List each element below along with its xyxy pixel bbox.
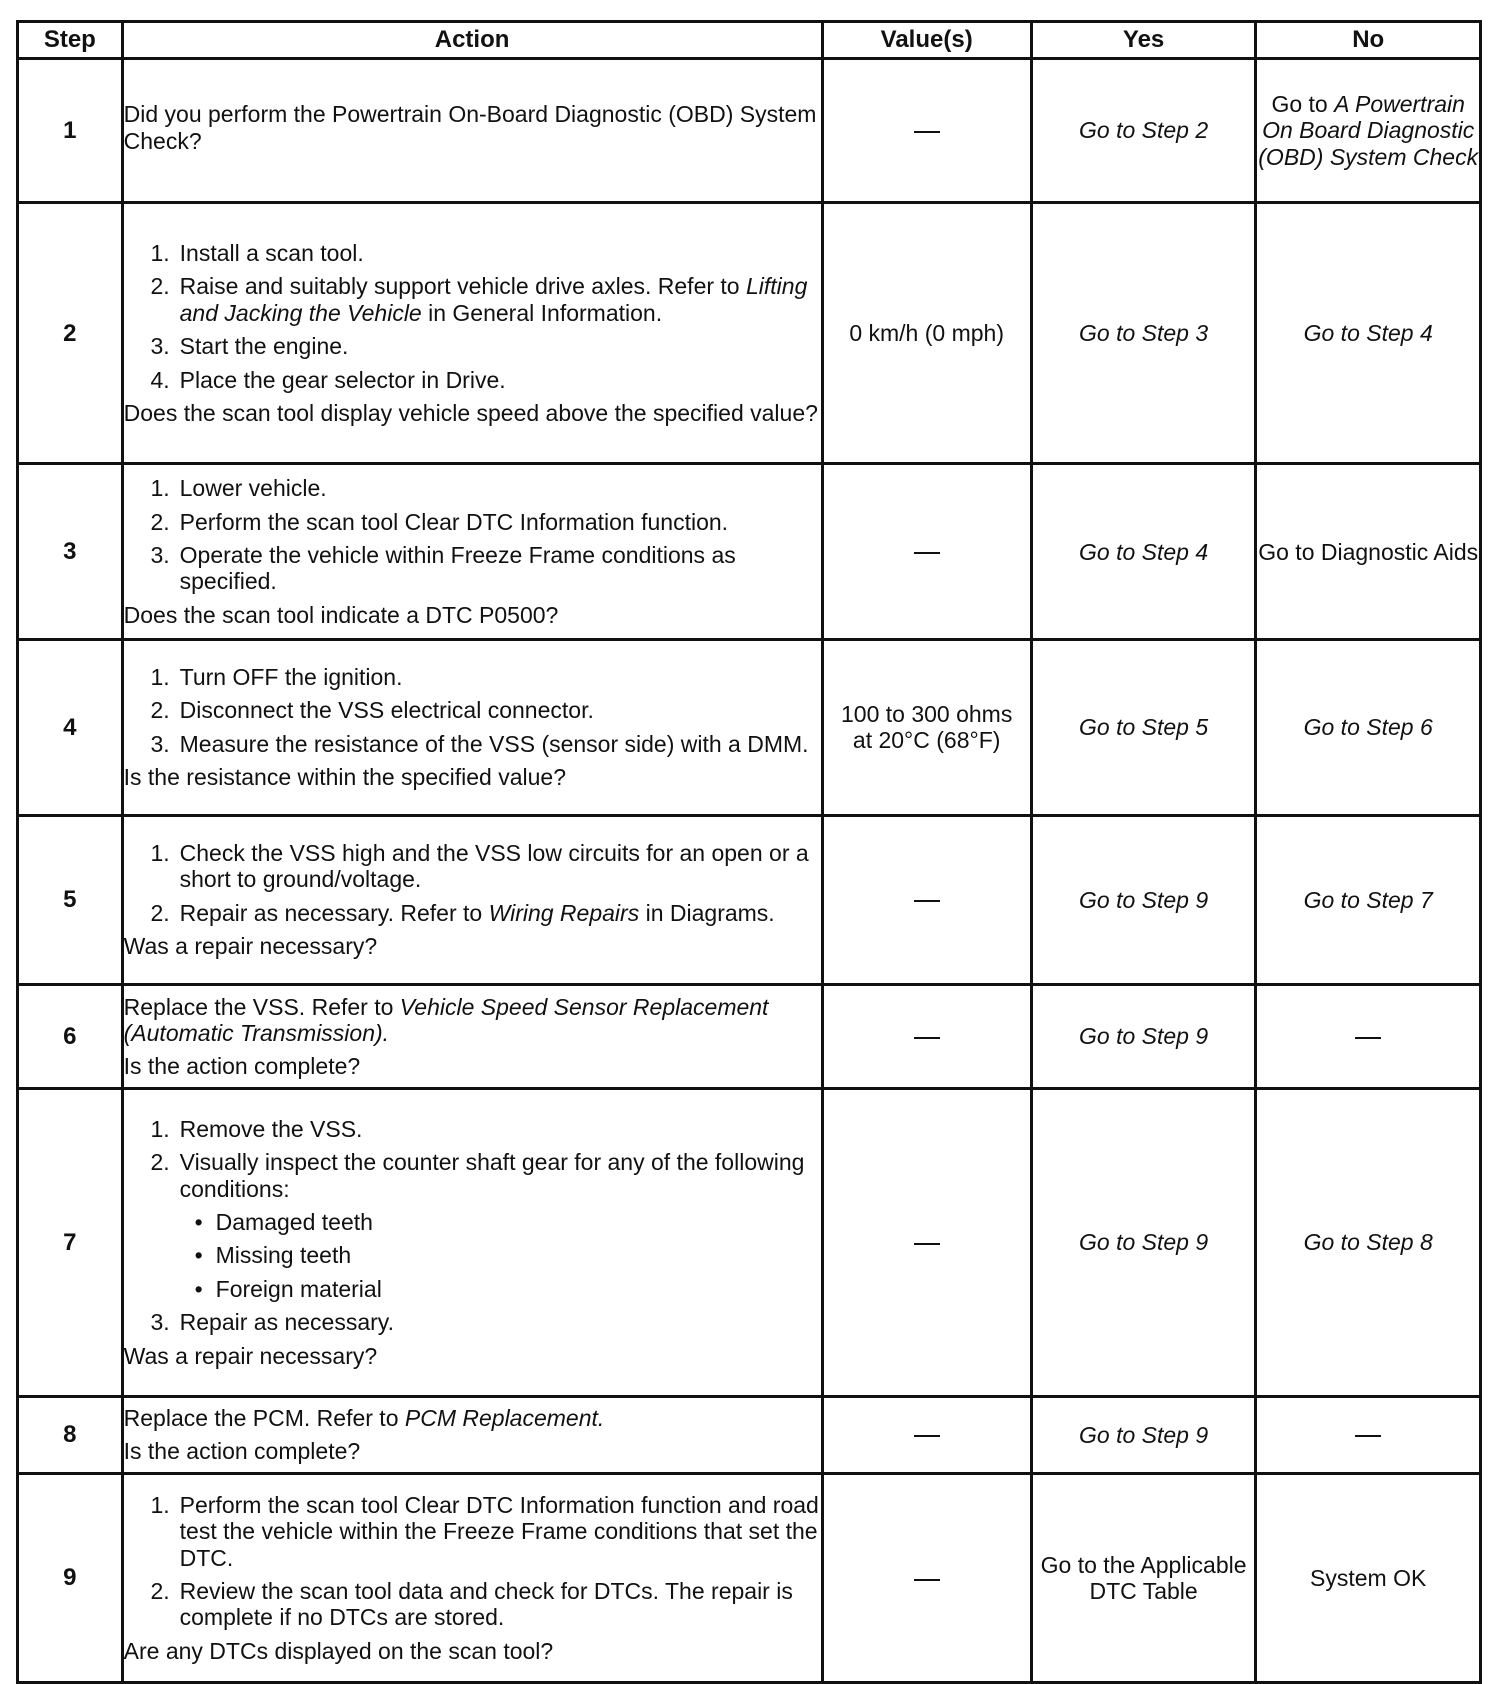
item-number: 1. [150,240,170,267]
bullet-text: Damaged teeth [215,1209,373,1236]
item-number: 2. [150,1149,170,1176]
value-line: 100 to 300 ohms [840,700,1013,727]
action-cell [122,1396,822,1473]
action-text-pre: Replace the PCM. Refer to [123,1405,405,1432]
header-row [18,22,1481,59]
action-item [144,664,821,690]
item-number: 4. [150,366,170,393]
item-text: Remove the VSS. [179,1115,363,1142]
item-number: 2. [150,697,170,724]
reference-text: Wiring Repairs [488,899,640,926]
yes-cell: Go to Step 9 [1031,1089,1256,1396]
action-item [144,1309,821,1335]
action-cell [122,815,822,984]
header-yes: Yes [1031,22,1256,59]
yes-cell: Go to Step 5 [1031,640,1256,816]
value-cell [822,815,1031,984]
action-cell [122,1473,822,1682]
header-no: No [1256,22,1481,59]
no-cell [1256,984,1481,1089]
table-row [18,1396,1481,1473]
item-number: 2. [150,273,170,300]
no-cell: Go to Step 6 [1256,640,1481,816]
item-text-pre: Raise and suitably support vehicle drive axles. Refer to [179,273,746,300]
item-text: Visually inspect the counter shaft gear for any of the following conditions: [179,1149,805,1202]
step-number: 7 [18,1089,123,1396]
item-number: 3. [150,333,170,360]
bullet-item [192,1209,821,1235]
item-number: 3. [150,542,170,569]
item-text-post: in Diagrams. [639,899,775,926]
table-row [18,984,1481,1089]
table-row [18,59,1481,203]
no-cell: Go to Step 4 [1256,203,1481,464]
bullet-text: Missing teeth [215,1242,352,1269]
step-number: 1 [18,59,123,203]
dash-mark [914,1037,940,1039]
item-text: Repair as necessary. [179,1309,394,1336]
action-cell [122,640,822,816]
item-number: 2. [150,899,170,926]
action-question: Was a repair necessary? [123,1342,378,1369]
table-row [18,1473,1481,1682]
no-cell: System OK [1256,1473,1481,1682]
dash-mark [914,900,940,902]
action-question: Is the resistance within the specified value? [123,764,566,791]
dash-mark [914,1579,940,1581]
item-text [180,900,775,926]
yes-cell: Go to Step 9 [1031,815,1256,984]
step-number: 6 [18,984,123,1089]
bullet-item [192,1276,821,1302]
value-cell [822,1473,1031,1682]
action-item [144,509,821,535]
value-cell [822,640,1031,816]
action-text [124,994,821,1047]
value-cell [822,984,1031,1089]
action-item [144,1116,821,1142]
step-number: 2 [18,203,123,464]
step-number: 3 [18,464,123,640]
table-row [18,815,1481,984]
item-text [180,273,821,326]
yes-cell: Go to the Applicable DTC Table [1031,1473,1256,1682]
action-cell [122,984,822,1089]
item-number: 3. [150,730,170,757]
step-number: 8 [18,1396,123,1473]
action-cell [122,464,822,640]
action-item [144,1492,821,1571]
item-text: Measure the resistance of the VSS (sensor side) with a DMM. [179,730,809,757]
item-text: Install a scan tool. [179,240,364,267]
action-item [144,273,821,326]
item-number: 1. [150,663,170,690]
dash-mark [1355,1037,1381,1039]
action-item [144,900,821,926]
action-question: Is the action complete? [123,1052,361,1079]
table-row [18,464,1481,640]
bullet-text: Foreign material [215,1275,382,1302]
no-cell [1256,1396,1481,1473]
dash-mark [914,552,940,554]
item-text: Perform the scan tool Clear DTC Information function and road test the vehicle within the Freeze Frame conditions that set the DTC. [179,1491,819,1571]
reference-text: Vehicle Speed Sensor Replacement (Automatic Transmission). [123,993,769,1047]
value-line: at 20°C (68°F) [852,727,1001,754]
no-prefix: Go to [1271,90,1335,117]
item-text: Start the engine. [179,333,349,360]
action-item [144,697,821,723]
item-text: Lower vehicle. [179,475,327,502]
step-number: 9 [18,1473,123,1682]
action-question: Is the action complete? [123,1437,361,1464]
dash-mark [914,131,940,133]
header-action: Action [122,22,822,59]
item-text: Operate the vehicle within Freeze Frame conditions as specified. [179,542,736,595]
bullet-dot: • [194,1275,203,1302]
item-text: Check the VSS high and the VSS low circuits for an open or a short to ground/voltage. [179,839,809,893]
bullet-dot: • [194,1242,203,1269]
action-item [144,1149,821,1202]
action-cell [122,1089,822,1396]
item-number: 1. [150,1115,170,1142]
item-number: 1. [150,475,170,502]
bullet-dot: • [194,1209,203,1236]
item-number: 2. [150,1577,170,1604]
bullet-item [192,1242,821,1268]
action-item [144,1578,821,1631]
action-cell [122,203,822,464]
header-value: Value(s) [822,22,1031,59]
dash-mark [1355,1435,1381,1437]
reference-text: Lifting and Jacking the Vehicle [179,273,808,326]
dash-mark [914,1435,940,1437]
value-cell: 0 km/h (0 mph) [822,203,1031,464]
yes-cell: Go to Step 2 [1031,59,1256,203]
item-text: Place the gear selector in Drive. [179,366,506,393]
action-item [144,333,821,359]
no-link-text: A Powertrain On Board Diagnostic (OBD) System Check [1258,90,1479,170]
yes-cell: Go to Step 3 [1031,203,1256,464]
action-question: Does the scan tool display vehicle speed above the specified value? [123,400,818,427]
value-cell [822,464,1031,640]
item-text: Perform the scan tool Clear DTC Information function. [179,508,729,535]
action-question: Are any DTCs displayed on the scan tool? [123,1637,554,1664]
value-cell [822,59,1031,203]
value-cell [822,1396,1031,1473]
item-number: 1. [150,1491,170,1518]
no-cell [1256,59,1481,203]
step-number: 4 [18,640,123,816]
reference-text: PCM Replacement. [404,1405,605,1432]
action-item [144,240,821,266]
action-item [144,542,821,595]
diagnostic-table [16,20,1482,1684]
action-text [124,1405,821,1431]
action-cell [122,59,822,203]
action-text: Did you perform the Powertrain On-Board Diagnostic (OBD) System Check? [123,101,817,154]
action-text-pre: Replace the VSS. Refer to [123,993,400,1020]
item-text: Turn OFF the ignition. [179,663,403,690]
item-text: Review the scan tool data and check for DTCs. The repair is complete if no DTCs are stored. [179,1577,793,1631]
value-cell [822,1089,1031,1396]
yes-cell: Go to Step 4 [1031,464,1256,640]
no-cell: Go to Step 7 [1256,815,1481,984]
header-step: Step [18,22,123,59]
item-number: 2. [150,508,170,535]
action-item [144,475,821,501]
table-row [18,203,1481,464]
action-question: Does the scan tool indicate a DTC P0500? [123,601,559,628]
action-item [144,367,821,393]
yes-cell: Go to Step 9 [1031,984,1256,1089]
action-item [144,840,821,893]
item-text: Disconnect the VSS electrical connector. [179,697,594,724]
table-row [18,640,1481,816]
no-cell: Go to Diagnostic Aids [1256,464,1481,640]
dash-mark [914,1243,940,1245]
item-number: 1. [150,839,170,866]
item-text-pre: Repair as necessary. Refer to [179,899,489,926]
action-question: Was a repair necessary? [123,933,378,960]
action-item [144,731,821,757]
item-text-post: in General Information. [421,299,663,326]
no-cell: Go to Step 8 [1256,1089,1481,1396]
table-row [18,1089,1481,1396]
item-number: 3. [150,1309,170,1336]
yes-cell: Go to Step 9 [1031,1396,1256,1473]
step-number: 5 [18,815,123,984]
